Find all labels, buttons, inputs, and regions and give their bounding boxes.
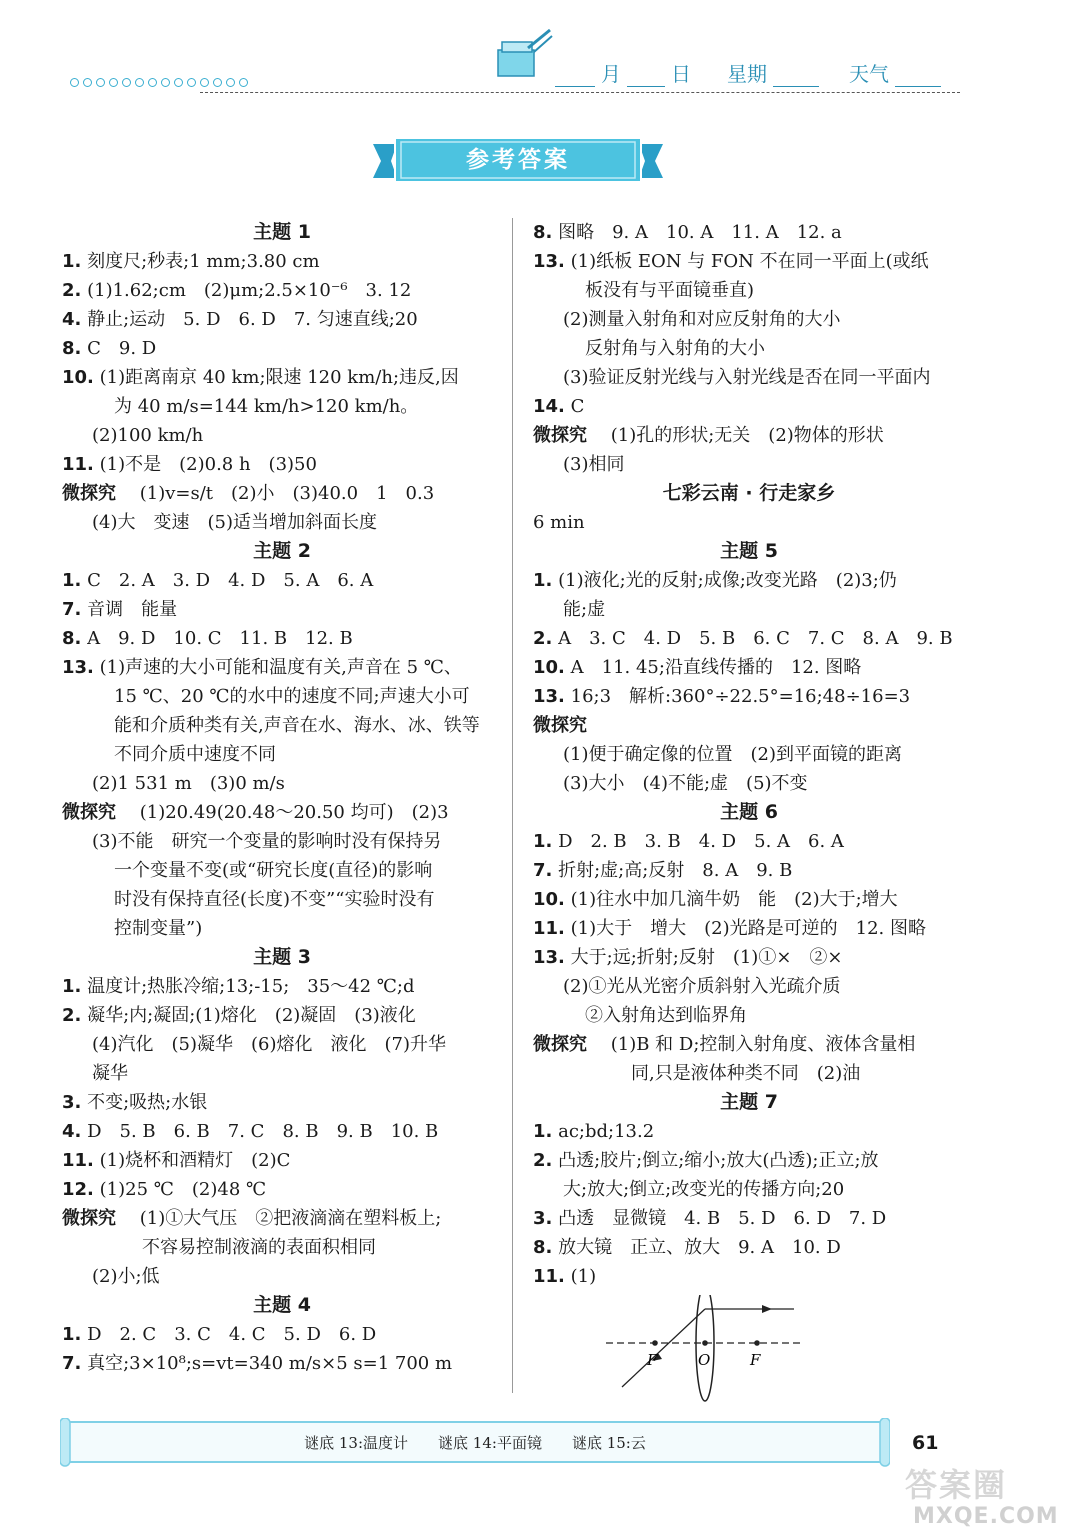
weekday-label: 星期 [727, 62, 767, 86]
watermark-site: MXQE.COM [913, 1504, 1059, 1529]
answer-text: 刻度尺;秒表;1 mm;3.80 cm [87, 251, 320, 272]
answer-text: (1)20.49(20.48～20.50 均可) (2)3 [121, 802, 449, 823]
left-answer-column [62, 218, 502, 1378]
answer-text: 大于;远;折射;反射 (1)①× ②× [570, 947, 843, 968]
question-number: 8. [62, 338, 82, 359]
answer-continuation: 板没有与平面镜垂直) [585, 280, 755, 301]
answer-continuation: (2)100 km/h [92, 425, 204, 446]
question-number: 7. [533, 860, 553, 881]
answer-line [62, 653, 502, 682]
books-pen-icon [492, 28, 554, 80]
answer-line [62, 1088, 502, 1117]
incident-ray [622, 1309, 705, 1387]
answer-text: (1)纸板 EON 与 FON 不在同一平面上(或纸 [570, 251, 929, 272]
answer-line [533, 1204, 965, 1233]
decorative-dots [70, 78, 248, 87]
answer-continuation: 能和介质种类有关,声音在水、海水、冰、铁等 [114, 715, 480, 736]
answer-text: 放大镜 正立、放大 9. A 10. D [558, 1237, 841, 1258]
question-number: 4. [62, 1121, 82, 1142]
answer-line [533, 711, 965, 740]
question-number: 13. [533, 251, 565, 272]
answer-line [533, 653, 965, 682]
answer-line [533, 421, 965, 450]
answer-continuation: 反射角与入射角的大小 [585, 338, 765, 359]
question-number: 13. [62, 657, 94, 678]
question-number: 1. [533, 831, 553, 852]
answer-line [533, 624, 965, 653]
answer-text: (1)①大气压 ②把液滴滴在塑料板上; [121, 1208, 442, 1229]
answer-text: C 2. A 3. D 4. D 5. A 6. A [87, 570, 374, 591]
weather-label: 天气 [849, 62, 889, 86]
question-number: 1. [533, 570, 553, 591]
answer-text: 凸透;胶片;倒立;缩小;放大(凸透);正立;放 [558, 1150, 879, 1171]
question-number: 4. [62, 309, 82, 330]
answer-text: (1)距离南京 40 km;限速 120 km/h;违反,因 [99, 367, 459, 388]
answer-text: (1)声速的大小可能和温度有关,声音在 5 ℃、 [99, 657, 462, 678]
question-number: 1. [62, 1324, 82, 1345]
answer-line [533, 1262, 965, 1291]
question-number: 10. [62, 367, 94, 388]
question-number: 2. [62, 1005, 82, 1026]
optical-center-dot [702, 1340, 708, 1346]
answer-continuation: (1)便于确定像的位置 (2)到平面镜的距离 [563, 744, 902, 765]
question-number: 微探究 [62, 1208, 116, 1229]
answer-line [62, 450, 502, 479]
question-number: 14. [533, 396, 565, 417]
weather-blank[interactable] [895, 68, 941, 87]
answer-text: 凝华;内;凝固;(1)熔化 (2)凝固 (3)液化 [87, 1005, 416, 1026]
answer-line [533, 885, 965, 914]
convex-lens-diagram [600, 1295, 810, 1407]
answer-text: D 2. B 3. B 4. D 5. A 6. A [558, 831, 844, 852]
question-number: 2. [62, 280, 82, 301]
answer-line [533, 247, 965, 276]
answer-line [533, 943, 965, 972]
answer-continuation: (4)大 变速 (5)适当增加斜面长度 [92, 512, 377, 533]
answer-continuation: (2)测量入射角和对应反射角的大小 [563, 309, 841, 330]
answer-line [533, 856, 965, 885]
question-number: 10. [533, 657, 565, 678]
answer-text: (1) [570, 1266, 597, 1287]
question-number: 1. [62, 251, 82, 272]
answer-line [62, 798, 502, 827]
question-number: 10. [533, 889, 565, 910]
answer-line [533, 566, 965, 595]
answer-continuation: 为 40 m/s=144 km/h>120 km/h。 [114, 396, 419, 417]
answer-continuation: (2)小;低 [92, 1266, 160, 1287]
answer-line [62, 1204, 502, 1233]
question-number: 13. [533, 686, 565, 707]
focus-left-label: F [647, 1351, 658, 1369]
answer-line [533, 827, 965, 856]
question-number: 8. [533, 222, 553, 243]
answer-line [62, 566, 502, 595]
question-number: 1. [533, 1121, 553, 1142]
answer-text: 折射;虚;高;反射 8. A 9. B [558, 860, 793, 881]
section-heading: 主题 2 [253, 540, 311, 562]
right-answer-column [533, 218, 965, 1291]
answer-line [62, 1001, 502, 1030]
answer-line [62, 595, 502, 624]
answer-text: 温度计;热胀冷缩;13;-15; 35～42 ℃;d [87, 976, 415, 997]
answer-continuation: 一个变量不变(或“研究长度(直径)的影响 [114, 860, 433, 881]
answer-line [533, 1146, 965, 1175]
answer-line [533, 1030, 965, 1059]
answer-line [62, 363, 502, 392]
watermark [905, 1460, 1075, 1536]
answer-text: (1)液化;光的反射;成像;改变光路 (2)3;仍 [558, 570, 897, 591]
question-number: 微探究 [533, 425, 587, 446]
month-label: 月 [601, 62, 621, 86]
answer-text: 凸透 显微镜 4. B 5. D 6. D 7. D [558, 1208, 887, 1229]
question-number: 11. [533, 1266, 565, 1287]
question-number: 7. [62, 1353, 82, 1374]
answer-text: 音调 能量 [87, 599, 178, 620]
section-heading: 主题 7 [720, 1091, 778, 1113]
answer-line [62, 624, 502, 653]
answer-continuation: 大;放大;倒立;改变光的传播方向;20 [563, 1179, 845, 1200]
day-blank[interactable] [627, 68, 665, 87]
question-number: 8. [62, 628, 82, 649]
answer-continuation: 同,只是液体种类不同 (2)油 [613, 1063, 861, 1084]
answer-continuation: (2)①光从光密介质斜射入光疏介质 [563, 976, 841, 997]
question-number: 微探究 [62, 802, 116, 823]
answer-text: ac;bd;13.2 [558, 1121, 655, 1142]
question-number: 微探究 [62, 483, 116, 504]
answer-text: (1)1.62;cm (2)μm;2.5×10⁻⁶ 3. 12 [87, 280, 412, 301]
refracted-arrow [762, 1305, 772, 1313]
answer-line [62, 1117, 502, 1146]
convex-lens [696, 1295, 714, 1401]
answer-line [62, 972, 502, 1001]
answer-line [62, 1349, 502, 1378]
answer-text: (1)25 ℃ (2)48 ℃ [99, 1179, 267, 1200]
focus-left-dot [652, 1340, 658, 1346]
answer-line [533, 218, 965, 247]
answer-line [62, 334, 502, 363]
answer-text: 16;3 解析:360°÷22.5°=16;48÷16=3 [570, 686, 911, 707]
answer-line [62, 1175, 502, 1204]
header-divider [200, 92, 960, 93]
answer-continuation: 控制变量”) [114, 918, 203, 939]
question-number: 微探究 [533, 1034, 587, 1055]
footer-riddles: 谜底 13:温度计 谜底 14:平面镜 谜底 15:云 [304, 1434, 646, 1452]
page-number: 61 [912, 1432, 939, 1454]
column-divider [512, 218, 513, 1393]
section-heading: 主题 5 [720, 540, 778, 562]
question-number: 8. [533, 1237, 553, 1258]
question-number: 2. [533, 1150, 553, 1171]
question-number: 3. [62, 1092, 82, 1113]
answer-line [533, 392, 965, 421]
question-number: 11. [62, 1150, 94, 1171]
answer-line [62, 1146, 502, 1175]
answer-text: A 11. 45;沿直线传播的 12. 图略 [570, 657, 862, 678]
question-number: 微探究 [533, 715, 587, 736]
answer-continuation: 15 ℃、20 ℃的水中的速度不同;声速大小可 [114, 686, 470, 707]
section-heading: 主题 1 [253, 221, 311, 243]
answer-continuation: (3)相同 [563, 454, 625, 475]
question-number: 11. [533, 918, 565, 939]
answer-text: 静止;运动 5. D 6. D 7. 匀速直线;20 [87, 309, 418, 330]
answer-text: (1)不是 (2)0.8 h (3)50 [99, 454, 317, 475]
question-number: 13. [533, 947, 565, 968]
answer-continuation: (4)汽化 (5)凝华 (6)熔化 液化 (7)升华 [92, 1034, 446, 1055]
weekday-blank[interactable] [773, 68, 819, 87]
page-title: 参考答案 [466, 147, 570, 173]
section-heading: 主题 3 [253, 946, 311, 968]
question-number: 7. [62, 599, 82, 620]
answer-line [62, 479, 502, 508]
answer-text: (1)大于 增大 (2)光路是可逆的 12. 图略 [570, 918, 926, 939]
optical-center-label: O [698, 1351, 711, 1369]
watermark-logo: 答案圈 [905, 1466, 1008, 1504]
answer-line [533, 682, 965, 711]
answer-text: 不变;吸热;水银 [87, 1092, 208, 1113]
answer-line [62, 247, 502, 276]
answer-continuation: 不同介质中速度不同 [114, 744, 276, 765]
answer-continuation: 不容易控制液滴的表面积相同 [142, 1237, 376, 1258]
answer-text: D 2. C 3. C 4. C 5. D 6. D [87, 1324, 377, 1345]
answer-continuation: ②入射角达到临界角 [585, 1005, 747, 1026]
question-number: 3. [533, 1208, 553, 1229]
answer-text: A 3. C 4. D 5. B 6. C 7. C 8. A 9. B [558, 628, 953, 649]
answer-text: C [570, 396, 585, 417]
answer-line [533, 1117, 965, 1146]
answer-text: 真空;3×10⁸;s=vt=340 m/s×5 s=1 700 m [87, 1353, 453, 1374]
answer-continuation: (3)不能 研究一个变量的影响时没有保持另 [92, 831, 442, 852]
section-heading: 主题 6 [720, 801, 778, 823]
day-label: 日 [671, 62, 691, 86]
question-number: 11. [62, 454, 94, 475]
answer-text: (1)v=s/t (2)小 (3)40.0 1 0.3 [121, 483, 435, 504]
date-fields [555, 58, 941, 87]
question-number: 2. [533, 628, 553, 649]
section-heading: 主题 4 [253, 1294, 311, 1316]
answer-continuation: (3)大小 (4)不能;虚 (5)不变 [563, 773, 808, 794]
answer-line [62, 1320, 502, 1349]
question-number: 1. [62, 570, 82, 591]
focus-right-dot [754, 1340, 760, 1346]
section-heading: 七彩云南 · 行走家乡 [662, 482, 836, 504]
answer-continuation: 6 min [533, 512, 585, 533]
answer-text: (1)往水中加几滴牛奶 能 (2)大于;增大 [570, 889, 898, 910]
answer-text: (1)孔的形状;无关 (2)物体的形状 [592, 425, 884, 446]
answer-text: C 9. D [87, 338, 157, 359]
answer-continuation: 时没有保持直径(长度)不变”“实验时没有 [114, 889, 435, 910]
answer-text: D 5. B 6. B 7. C 8. B 9. B 10. B [87, 1121, 439, 1142]
answer-line [533, 1233, 965, 1262]
question-number: 1. [62, 976, 82, 997]
answer-continuation: 凝华 [92, 1063, 128, 1084]
answer-line [62, 305, 502, 334]
focus-right-label: F [750, 1351, 761, 1369]
answer-line [62, 276, 502, 305]
question-number: 12. [62, 1179, 94, 1200]
answer-text: (1)B 和 D;控制入射角度、液体含量相 [592, 1034, 916, 1055]
answer-text: A 9. D 10. C 11. B 12. B [87, 628, 353, 649]
answer-continuation: 能;虚 [563, 599, 606, 620]
month-blank[interactable] [555, 68, 595, 87]
answer-continuation: (3)验证反射光线与入射光线是否在同一平面内 [563, 367, 931, 388]
answer-text: 图略 9. A 10. A 11. A 12. a [558, 222, 842, 243]
answer-line [533, 914, 965, 943]
answer-text: (1)烧杯和酒精灯 (2)C [99, 1150, 291, 1171]
answer-continuation: (2)1 531 m (3)0 m/s [92, 773, 285, 794]
